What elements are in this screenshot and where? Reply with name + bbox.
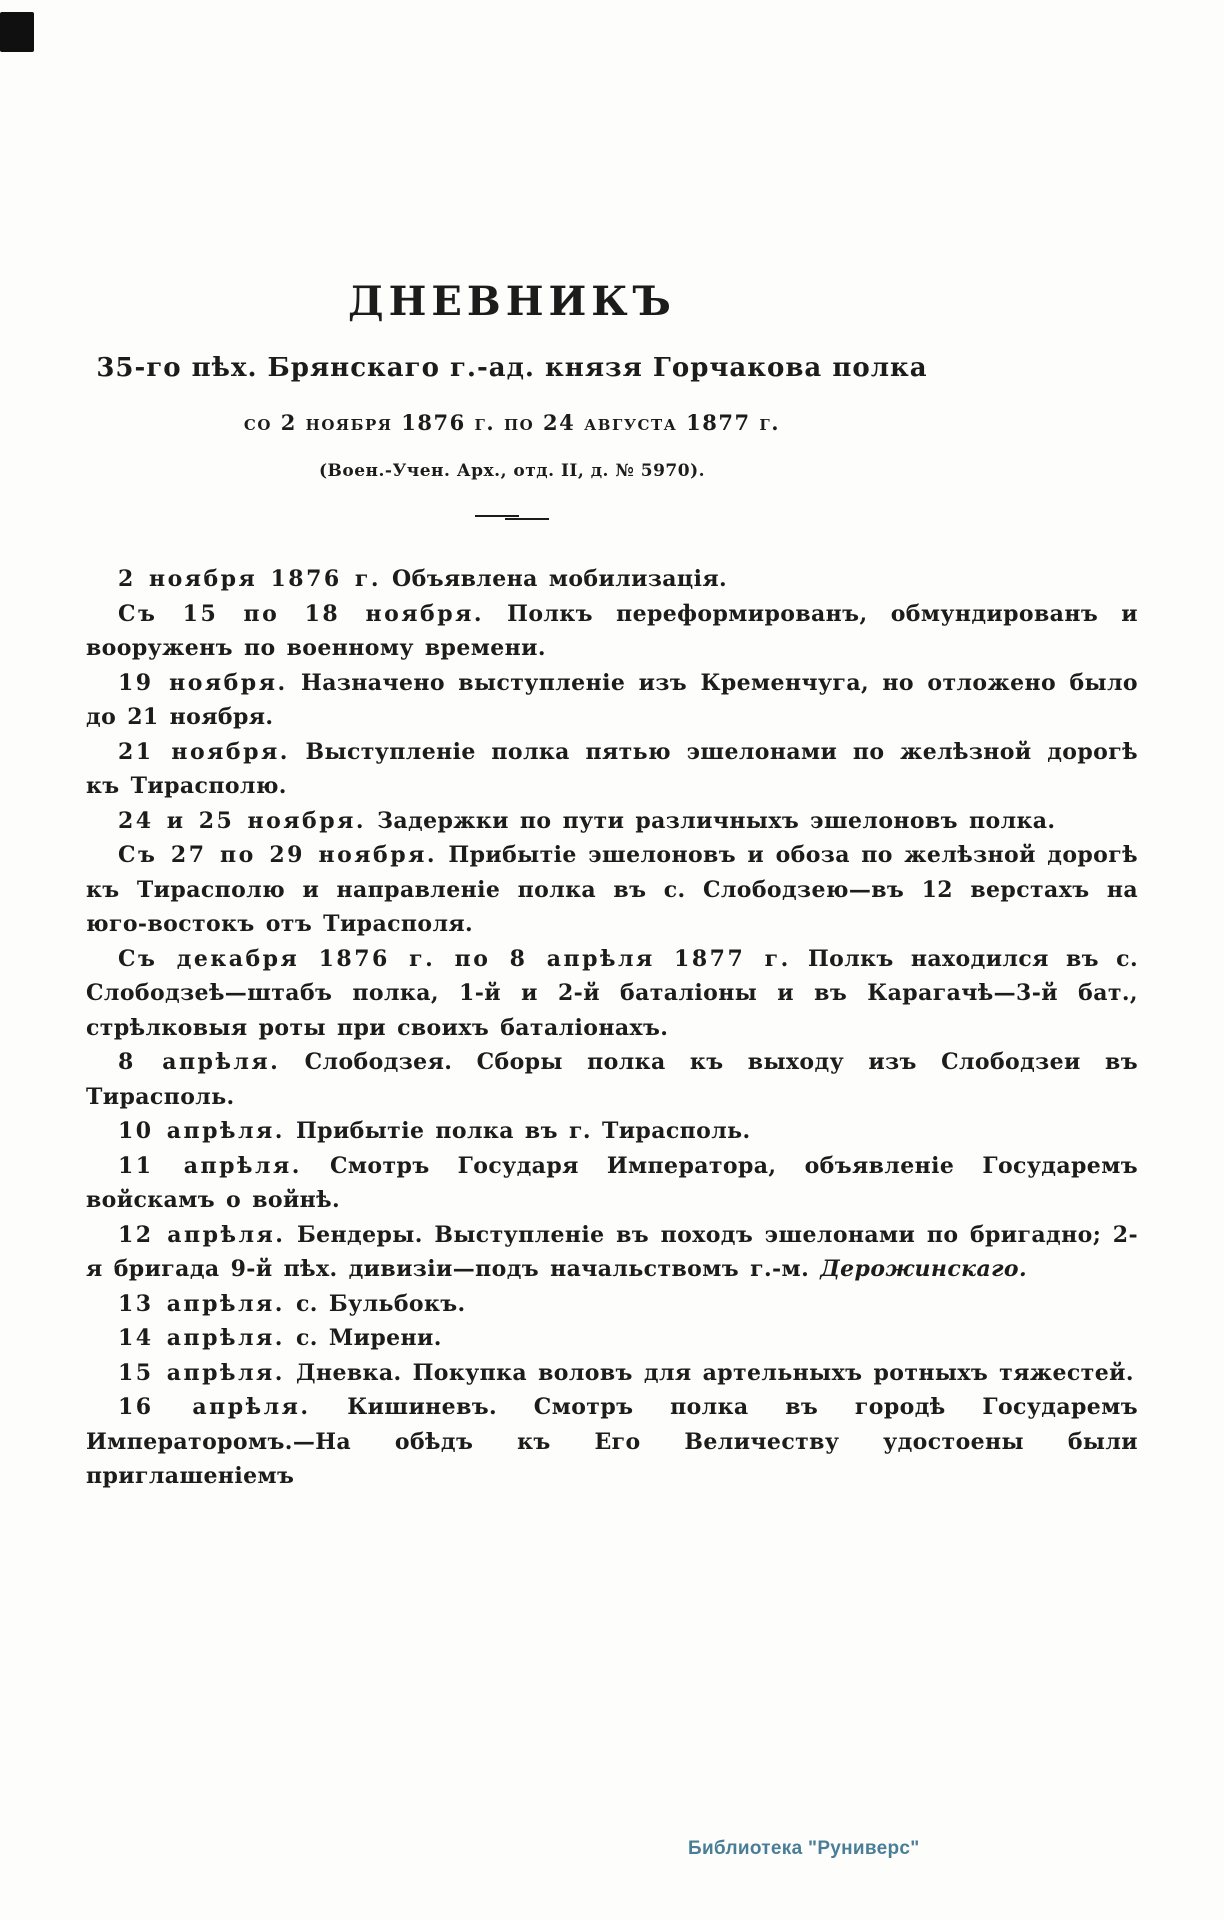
diary-entry: 10 апрѣля. Прибытіе полка въ г. Тирасполь. — [118, 1118, 751, 1144]
entry-emphasis: Дерожинскаго. — [820, 1256, 1028, 1282]
document-header — [86, 280, 938, 521]
section-divider — [475, 515, 549, 521]
library-watermark: Библиотека "Руниверс" — [688, 1838, 920, 1859]
diary-entry: Съ 27 по 29 ноября. Прибытіе эшелоновъ и обоза по желѣзной дорогѣ къ Тирасполю и направленіе полка въ с. Слободзею—въ 12 верстахъ на юго-востокъ отъ Тирасполя. — [86, 842, 1138, 937]
page-subtitle: 35-го пѣх. Брянскаго г.-ад. князя Горчакова полка — [96, 353, 928, 383]
entry-date: 8 апрѣля. — [118, 1049, 281, 1075]
entry-date: Съ 15 по 18 ноября. — [118, 600, 484, 627]
archive-reference: (Воен.-Учен. Арх., отд. II, д. № 5970). — [318, 460, 706, 481]
diary-entry: 13 апрѣля. с. Бульбокъ. — [118, 1290, 466, 1317]
entry-date: 16 апрѣля. — [118, 1394, 311, 1420]
entry-date: 14 апрѣля. — [118, 1325, 285, 1351]
scan-artifact — [0, 12, 34, 52]
entry-date: 11 апрѣля. — [118, 1152, 302, 1179]
date-range: со 2 ноября 1876 г. по 24 августа 1877 г. — [243, 409, 781, 435]
entry-date: Съ декабря 1876 г. по 8 апрѣля 1877 г. — [118, 945, 791, 972]
entry-date: 24 и 25 ноября. — [118, 807, 367, 834]
entry-date: 15 апрѣля. — [118, 1359, 285, 1386]
diary-entry: Съ 15 по 18 ноября. Полкъ переформированъ, обмундированъ и вооруженъ по военному времени. — [86, 600, 1138, 661]
page-title: ДНЕВНИКЪ — [348, 278, 676, 325]
entry-date: 10 апрѣля. — [118, 1118, 285, 1144]
entry-date: Съ 27 по 29 ноября. — [118, 842, 437, 868]
entry-date: 21 ноября. — [118, 738, 290, 765]
entry-date: 2 ноября 1876 г. — [118, 566, 381, 592]
diary-entry: 11 апрѣля. Смотръ Государя Императора, объявленіе Государемъ войскамъ о войнѣ. — [86, 1152, 1138, 1213]
document-body — [86, 562, 1138, 1494]
entry-date: 19 ноября. — [118, 669, 288, 696]
diary-entry: 15 апрѣля. Дневка. Покупка воловъ для артельныхъ ротныхъ тяжестей. — [118, 1359, 1134, 1386]
diary-entry: 16 апрѣля. Кишиневъ. Смотръ полка въ городѣ Государемъ Императоромъ.—На обѣдъ къ Его Величеству удостоены были приглашеніемъ — [86, 1394, 1138, 1489]
diary-entry: 24 и 25 ноября. Задержки по пути различныхъ эшелоновъ полка. — [118, 807, 1056, 834]
diary-entry: 14 апрѣля. с. Мирени. — [118, 1325, 442, 1351]
diary-entry: 19 ноября. Назначено выступленіе изъ Кременчуга, но отложено было до 21 ноября. — [86, 669, 1138, 730]
diary-entry: 21 ноября. Выступленіе полка пятью эшелонами по желѣзной дорогѣ къ Тирасполю. — [86, 738, 1138, 799]
diary-entry: 2 ноября 1876 г. Объявлена мобилизація. — [118, 566, 728, 592]
diary-entry: 12 апрѣля. Бендеры. Выступленіе въ походъ эшелонами по бригадно; 2-я бригада 9-й пѣх. дивизіи—подъ начальствомъ г.-м. Дерожинскаго. — [86, 1221, 1138, 1282]
entry-date: 13 апрѣля. — [118, 1290, 285, 1317]
diary-entry: 8 апрѣля. Слободзея. Сборы полка къ выходу изъ Слободзеи въ Тирасполь. — [86, 1049, 1138, 1110]
diary-entry: Съ декабря 1876 г. по 8 апрѣля 1877 г. Полкъ находился въ с. Слободзеѣ—штабъ полка, 1-й и 2-й баталіоны и въ Карагачѣ—3-й бат., стрѣлковыя роты при своихъ баталіонахъ. — [86, 945, 1138, 1041]
entry-date: 12 апрѣля. — [118, 1221, 286, 1248]
